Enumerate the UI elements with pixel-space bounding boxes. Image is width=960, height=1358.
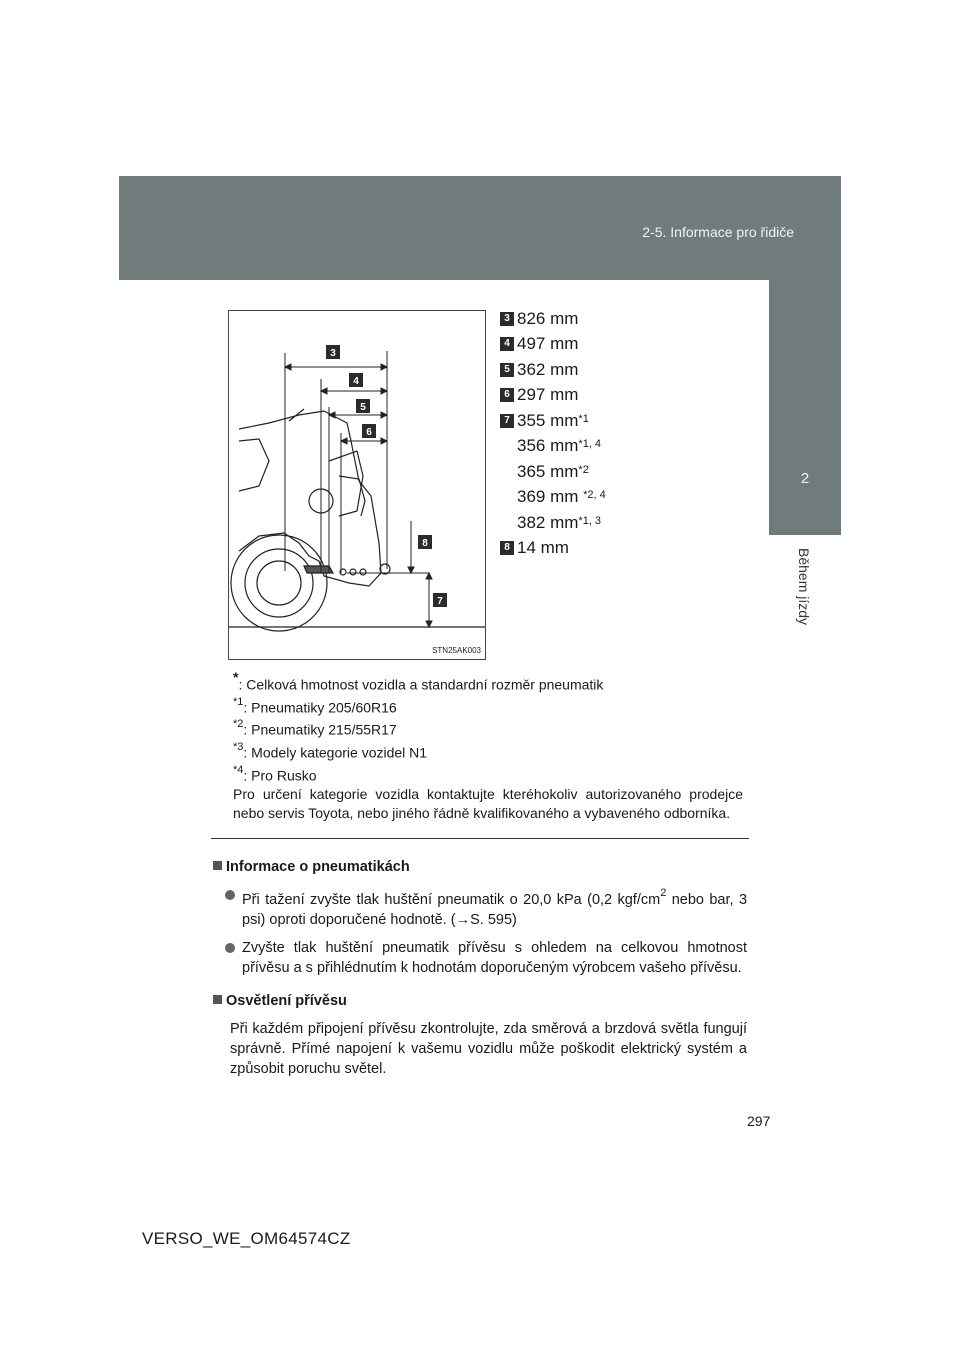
footnote-text: : Modely kategorie vozidel N1 [243,744,428,761]
trailer-lights-text: Při každém připojení přívěsu zkontrolujte, zda směrová a brzdová světla fungují správně. Přímé napojení k vašemu vozidlu může poškodit elektrický systém a způsobit poruchu světel. [230,1021,747,1077]
measurement-7 [500,408,606,434]
tyre-info-title: Informace o pneumatikách [226,859,410,875]
measurement-value: 356 mm [517,436,579,456]
badge-3: 3 [500,312,514,326]
bullet-text-cont: nebo bar, 3 psi) oproti doporučené hodnotě. (→S. 595) [242,891,748,928]
round-bullet-icon [225,890,235,900]
measurement-value: 365 mm [517,461,579,481]
measurement-7-alt [500,485,606,511]
document-code: VERSO_WE_OM64574CZ [142,1229,351,1248]
measurement-value: 297 mm [517,385,579,405]
divider [211,838,749,839]
measurement-6 [500,383,606,409]
measurement-value: 382 mm [517,512,579,532]
callout-7: 7 [437,596,443,607]
measurement-7-alt [500,510,606,536]
measurement-list [500,306,606,561]
dealer-note: Pro určení kategorie vozidla kontaktujte kteréhokoliv autorizovaného prodejce nebo servis Toyota, nebo jiného řádně kvalifikovaného a vybaveného odborníka. [233,786,743,822]
badge-5: 5 [500,363,514,377]
footnote [233,670,743,695]
footnote [233,717,743,740]
trailer-lights-section [213,991,747,1079]
callout-3: 3 [330,348,336,359]
footnote [233,695,743,718]
footnote-text: : Pro Rusko [243,767,317,784]
page-number: 297 [747,1113,771,1129]
badge-4: 4 [500,337,514,351]
footnote-mark: *3 [233,740,244,753]
callout-4: 4 [353,376,359,387]
towing-dimensions-figure [228,310,486,660]
footnote-mark: *4 [233,763,244,776]
measurement-value: 497 mm [517,334,579,354]
trailer-lights-title: Osvětlení přívěsu [226,993,347,1009]
footnote-ref: *1, 4 [578,438,602,451]
bullet-text: Zvyšte tlak huštění pneumatik přívěsu s ohledem na celkovou hmotnost přívěsu a s přihlédnutím k hodnotám doporučeným výrobcem vašeho přívěsu. [242,939,747,976]
footnote-text: : Pneumatiky 215/55R17 [243,721,397,738]
section-title: 2-5. Informace pro řidiče [642,224,794,240]
section-heading [213,991,747,1011]
footnote-mark: * [233,669,239,685]
tyre-info-section [213,857,747,978]
measurement-4 [500,332,606,358]
footnote-mark: *1 [233,695,244,708]
footnotes [233,670,743,823]
measurement-7-alt [500,434,606,460]
measurement-3 [500,306,606,332]
footnote-mark: *2 [233,718,244,731]
callout-5: 5 [360,402,366,413]
measurement-value: 826 mm [517,308,579,328]
footnote-ref: *2 [578,463,589,476]
badge-6: 6 [500,388,514,402]
measurement-value: 369 mm [517,487,584,507]
measurement-7-alt [500,459,606,485]
footnote [233,740,743,763]
footnote [233,763,743,786]
chapter-label: Během jízdy [796,548,812,626]
footnote-ref: *1, 3 [578,514,602,527]
section-heading [213,857,747,877]
chapter-tab [769,280,841,535]
list-item [213,938,747,978]
chapter-number: 2 [800,470,810,487]
measurement-5 [500,357,606,383]
chapter-header [119,176,841,280]
measurement-value: 355 mm [517,410,579,430]
badge-7: 7 [500,414,514,428]
round-bullet-icon [225,943,235,953]
bullet-text: Při tažení zvyšte tlak huštění pneumatik o 20,0 kPa (0,2 kgf/cm [242,891,661,908]
measurement-value: 362 mm [517,359,579,379]
callout-6: 6 [366,427,372,438]
badge-8: 8 [500,541,514,555]
footnote-ref: *2, 4 [583,489,606,502]
superscript: 2 [660,887,667,899]
list-item [213,885,747,930]
square-bullet-icon [213,861,222,870]
footnote-ref: *1 [578,412,589,425]
figure-code: STN25AK003 [432,646,481,655]
footnote-text: : Pneumatiky 205/60R16 [243,699,397,716]
car-rear-illustration [229,311,485,659]
footnote-text: : Celková hmotnost vozidla a standardní rozměr pneumatik [238,676,604,693]
measurement-8 [500,536,606,562]
callout-8: 8 [422,538,428,549]
square-bullet-icon [213,995,222,1004]
measurement-value: 14 mm [517,538,569,558]
